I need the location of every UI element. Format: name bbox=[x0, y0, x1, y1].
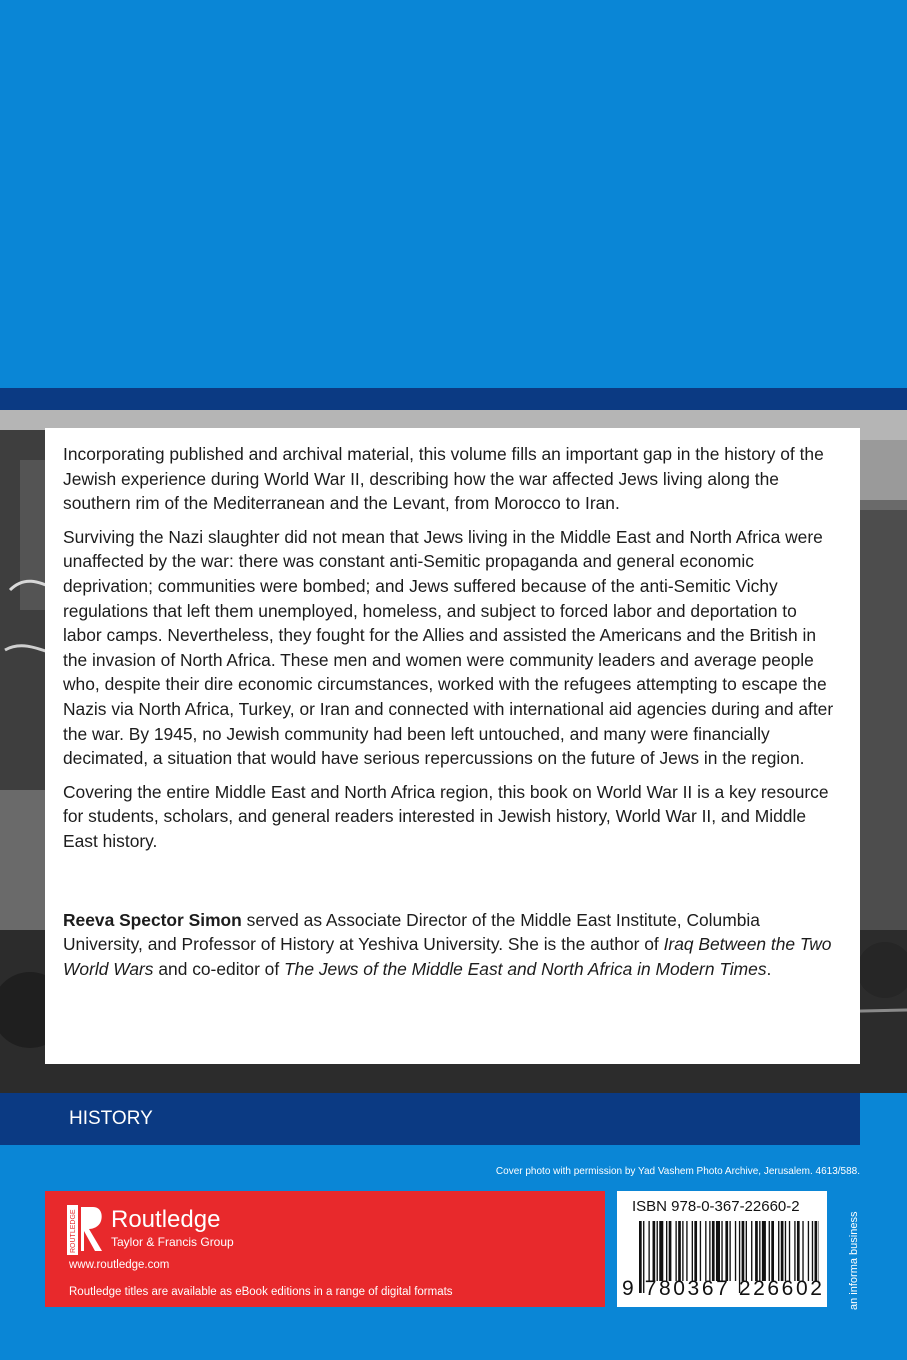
publisher-block bbox=[45, 1191, 605, 1307]
subject-label: HISTORY bbox=[69, 1108, 153, 1129]
barcode-bar bbox=[789, 1221, 790, 1281]
bio-book-1: Iraq Between the Two World Wars bbox=[63, 934, 832, 979]
barcode-bar bbox=[746, 1221, 747, 1281]
barcode-bar bbox=[700, 1221, 701, 1281]
routledge-logo-icon bbox=[67, 1205, 103, 1255]
bio-book-2: The Jews of the Middle East and North Africa in Modern Times bbox=[284, 958, 767, 979]
barcode-bar bbox=[682, 1221, 683, 1281]
photo-credit: Cover photo with permission by Yad Vashem Photo Archive, Jerusalem. 4613/588. bbox=[495, 1166, 860, 1177]
barcode-bar bbox=[769, 1221, 770, 1281]
barcode-bar bbox=[709, 1221, 710, 1281]
publisher-name: Routledge bbox=[111, 1206, 221, 1233]
barcode-bar bbox=[694, 1221, 697, 1281]
barcode-bar bbox=[666, 1221, 667, 1281]
barcode-bar bbox=[802, 1221, 803, 1281]
barcode-bar bbox=[721, 1221, 722, 1281]
barcode-bar bbox=[797, 1221, 800, 1281]
barcode-bar bbox=[759, 1221, 760, 1281]
barcode-bar bbox=[762, 1221, 766, 1281]
barcode-bar bbox=[686, 1221, 687, 1281]
barcode-bar bbox=[725, 1221, 728, 1281]
barcode-bar bbox=[729, 1221, 730, 1281]
barcode-bar bbox=[648, 1221, 649, 1281]
barcode-bar bbox=[812, 1221, 813, 1281]
isbn-label: ISBN 978-0-367-22660-2 bbox=[632, 1198, 800, 1215]
navy-divider-band bbox=[0, 388, 907, 410]
bio-text-3: . bbox=[766, 958, 772, 979]
publisher-url[interactable]: www.routledge.com bbox=[69, 1259, 170, 1271]
barcode-bar bbox=[771, 1221, 774, 1281]
barcode-bar bbox=[675, 1221, 676, 1281]
barcode-block bbox=[617, 1191, 827, 1307]
barcode-bar bbox=[692, 1221, 693, 1281]
barcode-bar bbox=[785, 1221, 786, 1281]
barcode-bar bbox=[751, 1221, 752, 1281]
bio-text-1: served as Associate Director of the Middle East Institute, Columbia University, and Professor of History at Yeshiva University. She is the author of bbox=[63, 909, 760, 955]
author-bio bbox=[63, 908, 838, 982]
barcode-bar bbox=[808, 1221, 809, 1281]
description-panel bbox=[45, 428, 860, 1064]
logo-vertical-text: ROUTLEDGE bbox=[70, 1209, 77, 1253]
description-paragraph-1: Incorporating published and archival material, this volume fills an important gap in the history of the Jewish experience during World War II, describing how the war affected Jews living along the southern rim of the Mediterranean and the Levant, from Morocco to Iran. bbox=[63, 444, 824, 514]
barcode-bar bbox=[742, 1221, 745, 1281]
barcode-bar bbox=[781, 1221, 784, 1281]
informa-business-label: an informa business bbox=[848, 1211, 860, 1310]
barcode-bar bbox=[659, 1221, 663, 1281]
subject-category-band bbox=[0, 1093, 860, 1145]
barcode-bar bbox=[794, 1221, 795, 1281]
ebook-note: Routledge titles are available as eBook editions in a range of digital formats bbox=[69, 1286, 453, 1298]
barcode-bar bbox=[653, 1221, 656, 1281]
author-name: Reeva Spector Simon bbox=[63, 909, 242, 930]
description-paragraph-2: Surviving the Nazi slaughter did not mean that Jews living in the Middle East and North Africa were unaffected by the war: there was constant anti-Semitic propaganda and general economic deprivation; communities were bombed; and Jews suffered because of the anti-Semitic Vichy regulations that left them unemployed, homeless, and subject to forced labor and deportation to labor camps. Nevertheless, they fought for the Allies and assisted the Americans and the British in the invasion of North Africa. These men and women were community leaders and average people who, despite their dire economic circumstances, worked with the refugees attempting to escape the Nazis via North Africa, Turkey, or Iran and connected with international aid agencies during and after the war. By 1945, no Jewish community had been left untouched, and many were financially decimated, a situation that would have serious repercussions on the future of Jews in the region. bbox=[63, 526, 834, 769]
barcode-bar bbox=[669, 1221, 672, 1281]
bio-text-2: and co-editor of bbox=[153, 958, 285, 979]
cover-top-panel bbox=[0, 0, 907, 388]
barcode-bar bbox=[778, 1221, 779, 1281]
barcode-bar bbox=[657, 1221, 658, 1281]
barcode-bar bbox=[755, 1221, 758, 1281]
subject-band-edge bbox=[860, 1093, 907, 1145]
barcode-bar bbox=[712, 1221, 715, 1281]
description-paragraph-3: Covering the entire Middle East and North Africa region, this book on World War II is a key resource for students, scholars, and general readers interested in Jewish history, World War II, and Middle East history. bbox=[63, 781, 829, 851]
barcode-bar bbox=[716, 1221, 720, 1281]
barcode-digits: 9 780367 226602 bbox=[622, 1277, 825, 1300]
barcode-bar bbox=[815, 1221, 818, 1281]
barcode-bar bbox=[678, 1221, 681, 1281]
publisher-group: Taylor & Francis Group bbox=[111, 1235, 234, 1249]
barcode-bar bbox=[735, 1221, 736, 1281]
barcode-bar bbox=[705, 1221, 706, 1281]
